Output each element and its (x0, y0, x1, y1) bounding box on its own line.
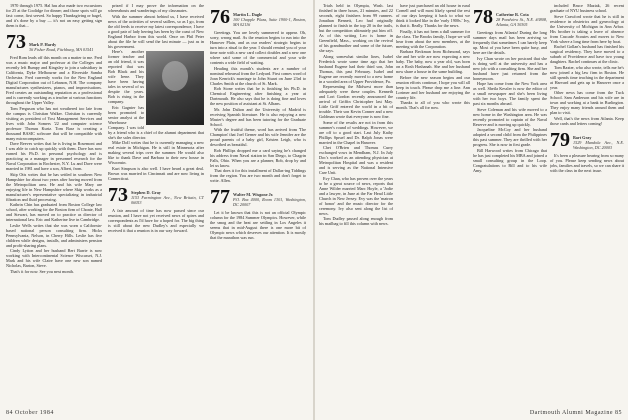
class-heading (108, 183, 204, 205)
paragraph: Kurt Simpson is also well. I have heard a great deal. Brown was married in Cincinnati and are now living in Connecticut. (108, 165, 204, 181)
paragraph: Thanks to all of you who wrote this month. That's all for now. (396, 100, 470, 110)
paragraph: prized if I may prove the information on the whereabouts and wanderings of my classmates. (108, 3, 204, 13)
paragraph: That does it for this installment of Dallas-ing Tiddings from the region. You are two month and don't forget to write. Allen. (210, 168, 306, 183)
class-heading (210, 185, 306, 207)
paragraph: Steve Crawford wrote that he is still in residence in obstetrics and gynecology at the University of Michigan in Ann Arbor. His brother is taking a leave of absence from Cascade Scoutes and moves to New York where a long time from here by boat. (550, 13, 624, 44)
class-year: 73 (108, 183, 128, 206)
paragraph: Mr. John Dalton and the University of Madrid is receiving Spanish literature. He is also enjoying a new Master's degree and has been tutoring for the Graduate School. (210, 106, 306, 127)
paragraph: Cindy Lytton and her husband Bert Barrie is now working with Intercontinental Science Wiscasset, N.J. Mark and his wife Claire have one new son named Nicholas, Barton, Steve. (6, 248, 102, 268)
portrait-photo (146, 51, 204, 125)
class-correspondent-address (233, 12, 306, 27)
right-page (315, 0, 628, 420)
paragraph: Tom Ferguson who has not weathered too late from the campus is Christian Walker. Christian is currently visiting as president of Yost Management Services and lives with John Somers '22 and computer science professor Thomas Kurtz. Tom Barz is creating a thousand BASIC software that will be compatible with many microcomputers. (6, 105, 102, 141)
left-page (0, 0, 313, 420)
paragraph: Leslie Wells writes that she was worn a California-based national person consulting firm. Hicks Pennsylvania, Nelson, in Cherry Hills. Leslie has five children while designs, installs, and administers pension and profit-sharing plans. (6, 222, 102, 248)
paragraph: Hope has come from the New York area as well. Sheila Kessler is now the editor of a small newspaper and she's been living with her two boys. The family spent the past six months abroad. (473, 81, 547, 106)
correspondent-name: Stephen D. Gray (131, 189, 161, 195)
paragraph: Evy Chan, who has proven over the years to be a great source of news, reports that Anne Wilder married Marc Hoyle, a 'Jodie and a lawyer, in June at the Far Head Little Church in New Jersey. Evy was the 'matron of honor' and the music director for the ceremony. Ivy also sent along the list of news. (319, 175, 393, 216)
right-column-3 (473, 3, 547, 173)
class-year: 73 (6, 31, 26, 53)
left-column-3 (210, 3, 306, 241)
paragraph: With the fruitful theme, word has arrived from 'The Champion' that Joel Gerner and his wife Jennifer are the proud parents of a baby girl, Kristen Leigh, who is described as beautiful. (210, 127, 306, 147)
paragraph: With the summer almost behind us, I have received news of the activities of several saillers, so as I go, from the old feeds to receive my latest correspondence, I have a good pair of lady herring has been by the coast of New England Harbor from this world. Once on Phil Peter about the file he will send the last minute — just as in his government. (108, 13, 204, 49)
correspondent-street: 1153 Farmington Ave., New Britain, CT 06053 (131, 194, 204, 205)
paragraph: Before the new season begins and our reunion efforts continue, I hope you will all keep in touch. Please drop me a line. Ann Lorimer and her husband are enjoying the country life. (396, 74, 470, 100)
page-folio: Dartmouth Alumni Magazine 85 (529, 410, 622, 416)
paragraph: Other news has come from the Tuck School. Sam Anderson and his wife are in town and working at a bank in Burlington. They enjoy many friends around them and plan to visit. (550, 90, 624, 115)
paragraph: included Bruce Maziak, 26 recent graduate of NYU business school. (550, 3, 624, 13)
paragraph: Along somewhat similar lines, Isabel Frederick wrote some time ago that her husband Eugene had their third son, John Thomas, this past February. Isabel and Eugene are recently moved to a new home in a wooded area of Upper Providence, Pa. (319, 53, 393, 84)
paragraph: It's been a pleasure hearing from so many of you. Please keep sending news about jobs, families and travels, so we can share it with the class in the next issue. (550, 152, 624, 173)
right-column-1 (319, 3, 393, 227)
paragraph: Some of the results are not in from this summer's round of weddings. However, we are off to a good start. Last July Kathy Phillips Spruel and Dr. Ralph Jonas were married in the Chapel in Hanover. (319, 119, 393, 145)
paragraph: Jacqueline McCoy and her husband adopted a second child from the Philippines this past summer. They are thrilled with her progress. She is now in first grade. (473, 127, 547, 147)
correspondent-street: 28 Pondview St., N.E. #3808, Atlanta, GA 30305 (496, 17, 547, 27)
right-column-4 (550, 3, 624, 173)
class-year: 77 (210, 186, 230, 208)
correspondent-street: P.O. Box 4000, Room 1301, Washington, DC 20007 (233, 197, 306, 207)
class-correspondent-address (233, 192, 306, 207)
correspondent-name: Martin L. Dagle (233, 12, 262, 17)
paragraph: Ivy Chan wrote on her postcard that she is doing well at the university and has a new job with a consulting firm. She and her husband have just returned from the honeymoon. (473, 55, 547, 81)
paragraph: Dave Reeves writes that he is living in Rosemont and I was able to catch up quickly with them. Dave has now earned his Ph.D. in personal psychology and is practicing as a manager in personnel research for the Naval Corporation in Rochester, N.Y. Lu and Dave were married in 1981 and have a son, Albert, from. (6, 141, 102, 171)
paragraph: Trials held in Olympia, Wash. last finished in three hours, 21 minutes, and 22 seconds, eight finishers from 99 runners. Jonathan Bennett, Leo had originally planned to finish in the top 20 in the trails, but the competition ultimately put him off. As of this writing Leo is home in Greenfield, Mass., working on the revival of his grandmother and some of the future, she says. (319, 3, 393, 53)
paragraph: Greetings. You are lovely summered to appear. Oh, sorry, wrong mail. As the reunion begins to run into the Hanover Plain, and as our readers' strategic begins to turn into a ritual to the year. I should remind you of your time note with a new card collect doubles and a new one where said some of the commercial and your wife contents a wide field of waiting. (210, 30, 306, 65)
class-heading (550, 128, 624, 150)
paragraph: Let it be known that this is not an official Olympic column for the 1984 Summer Olympics. However, while the smog and the heat are settling in Los Angeles it seems that in mid-August there is one more bit of Olympic news which deserves our attention. It is mostly that the marathon was run. (210, 210, 306, 240)
class-year: 76 (210, 6, 230, 28)
class-heading (473, 5, 547, 27)
correspondent-street: 100 Chapple Plaza, Suite 1900-1, Boston, MA 02116 (233, 17, 306, 27)
paragraph: Steve Coleman and his wife moved to a new home in the Washington area. He was recently promoted to captain of the Naval Reserve and is moving up quickly. (473, 106, 547, 127)
paragraph: Well, that's the news from Atlanta. Keep those cards and letters coming! (550, 115, 624, 126)
right-column-2 (396, 3, 470, 111)
class-correspondent-address (131, 190, 204, 205)
paragraph: Rachel Gollan's husband has finished his surgical residency. They have moved to a suburb of Providence and have two young daughters. Rachel continues at the clinic. (550, 44, 624, 64)
class-correspondent-address (573, 135, 624, 150)
paragraph: Rob Phillips dropped me a card saying he's changed his address from Naval station in San Diego, to Chagrin Falls, Ohio. When you are a planner, Rob, drop by and let us know. (210, 147, 306, 168)
left-column-1 (6, 3, 102, 274)
paragraph: Barbara Beckman from Richmond, says she and her wife are now expecting a new baby. The baby, now a year old, was born on a Rosh Hashanah. She and her husband now share a house in the same building. (396, 49, 470, 74)
paragraph: Fred Rom leads off this month on a matter to me. Fred was a music major and professor at the Colleges and recently left Bumpy and Kingsley to join a subsidiary in California, Dyke Melbourne and a Riverside Samba Orchestra. Fred currently works for the New England Digital Corporation out of Lebanon, N.H. The company manufactures synthesizers, pianos, and improvisations. Fred creates an outstanding reputation as a professional and is currently working as a teacher at various functions throughout the Upper Valley. (6, 55, 102, 105)
paragraph: Chet O'Brien and Thomas Curry exchanged vows in Mendham, N.J. In July Doc's worked as an attending physician at Metropolitan Hospital and was a resident and is serving as the National Intensive Care Unit. (319, 145, 393, 175)
paragraph: Greetings from Atlanta! During the long summer days mail has been arriving so frequently that sometimes I can barely keep up. Most of you have been quite busy, and here are the details. (473, 30, 547, 55)
correspondent-name: Bart Gray (573, 134, 592, 140)
paragraph: Skip Otis writes that he has settled in southern New Hampshire for about two years after having moved from the Metropolitan area. He and his wife Mary are enjoying life in New Hampshire where Skip works as a manufacturer's representative specializing in industrial filtration and fluid processing. (6, 171, 102, 202)
correspondent-street: 36 Fisher Road, Fitchburg, MA 01541 (29, 47, 94, 52)
class-correspondent-address (29, 42, 93, 52)
paragraph: That's it for now. See you next month. (10, 268, 74, 274)
class-correspondent-address (496, 12, 547, 27)
correspondent-name: Mark P. Hardy (29, 42, 57, 47)
left-column-2 (108, 3, 204, 233)
paragraph: Eric Gagnier has been promoted to senior analyst at the Warehouse Company. I was told by a friend who is a chief of the alumni department that she's the sales director. (108, 104, 204, 140)
paragraph: Bill Harwood writes from Chicago that he has just completed his MBA and joined a small consulting group in the Loop. Congratulations to Bill and to his wife Amy. (473, 147, 547, 173)
paragraph: Here's another former teacher and an old friend, it was reported that was Bob Black and his wife Irene. They have been having tales in several of us despite the years. Bob is rising in the company. (108, 49, 144, 104)
correspondent-name: Catherine R. Cota (496, 12, 529, 17)
paragraph: Kathrin Chin has graduated from Boston College law school, after working for the Boston firm of Choate, Hall and Stewart, has moved on to practice as director of international law. Eric and Katherine live in Cambridge. (6, 202, 102, 222)
correspondent-name: Walter M. Wisgone Jr. (233, 192, 274, 197)
paragraph: Rob Stone writes that he is finishing his Ph.D. in Chemical Engineering after finishing a year at Dartmouth. He also says that he is doing fine and loves the new position of assistant at St. Albans. (210, 86, 306, 106)
paragraph: Tom Baxter, who also wrote, tells me he's now joined a big law firm in Boston. He still spends time teaching in the department at Harvard and gets up to Hanover once a year. (550, 64, 624, 90)
class-heading (210, 5, 306, 27)
class-heading (6, 30, 102, 52)
paragraph: Mike Doll writes that he is currently managing a new real estate in Michigan. He is still in Minnesota after making several trips over the summer. He would also like to thank Dave and Barbara to their new house in Wisconsin. (108, 140, 204, 165)
class-year: 78 (473, 6, 493, 28)
paragraph: A fair amount of time has now passed since our reunion, and I have not yet received news of spires and correspondents as I'd have for a hoped for. The big thing is still about the new Dudley's and especially we received it that a reunion is in our way forward. (108, 207, 204, 233)
paragraph: have just purchased an old house in rural Cornell and will most likely spend the rest of our days keeping it back to what we think it looked like in the 'early 1900s.' Ivy, is that it. Really. Thanks for the news. (396, 3, 470, 28)
paragraph: 1970 through 1975. Hal has also made two excursions for 25 at the Coolidge for dinner; and those spots will go fast: come, first served. So happy Thanksgiving or bagel, and it's done by a buy — it's not an easy getting sign them is that... (6, 3, 102, 28)
paragraph: Representing the Midwest more than adequately were these couples. Kenneth and Lori Gordon recently announced the arrival of Griffin Christopher last May. Little Griff entered the world in a bit of trouble. Their son Kevin Conner and a new Goldman wrote that everyone is now fine. (319, 84, 393, 119)
paragraph: Heading this month's students are a number of nominal rehearsal from the Ledyard. First comes word of Joan Kenrick's marriage to John Stuart on June 23rd to Charles Smith at the church of St. Mark. (210, 65, 306, 86)
paragraph: Finally, it has not been a dull summer for the class. The Brooks family, I hope we will hear from about the new members, at the meeting with the Corporation. (396, 28, 470, 49)
page-folio: 84 October 1984 (6, 410, 54, 416)
correspondent-street: 1529 Mandola Ave., N.E. Washington, DC 20003 (573, 139, 624, 150)
class-year: 79 (550, 128, 570, 151)
paragraph: Tom Dudley passed along enough from his mailbag to fill this column with news. (319, 216, 393, 226)
